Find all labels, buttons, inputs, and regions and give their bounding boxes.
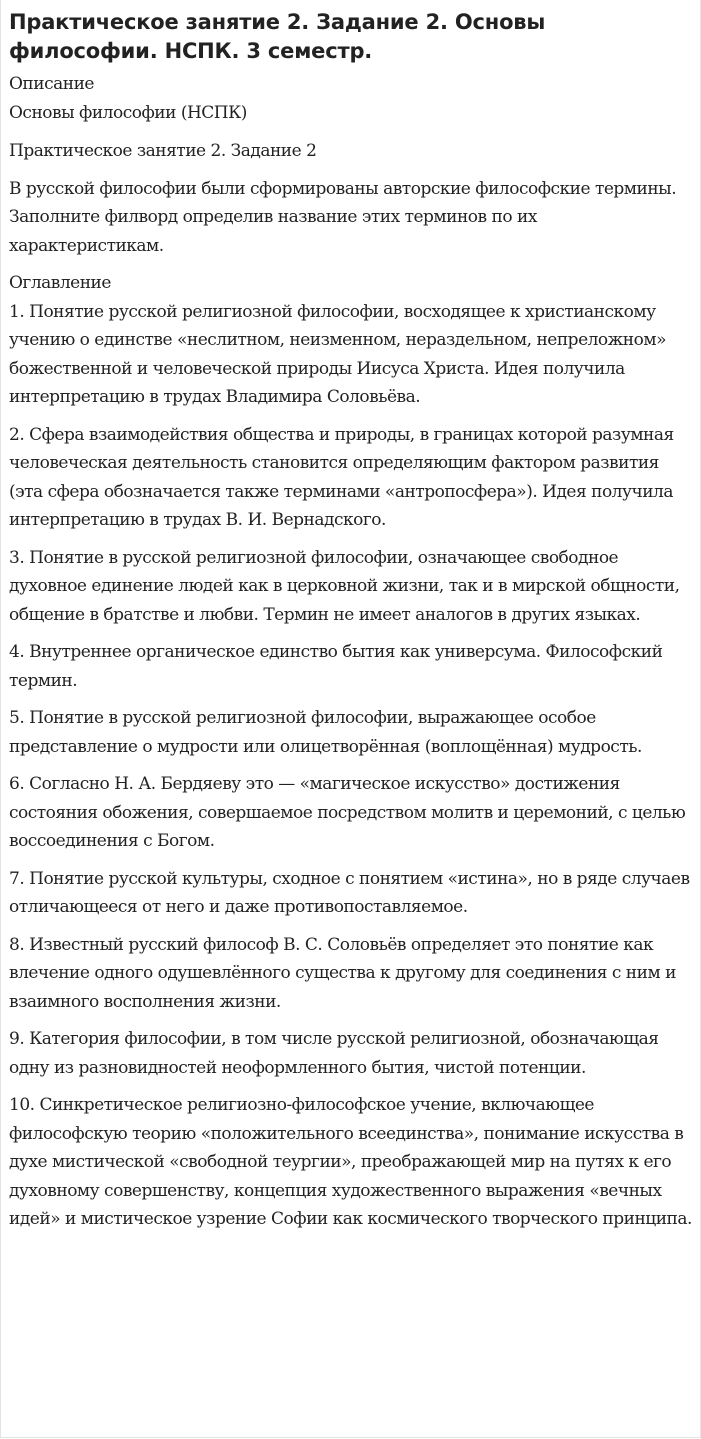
task-item-8: 8. Известный русский философ В. С. Соловьёв определяет это понятие как влечение одного одушевлённого существа к другому для соединения с ним и взаимного восполнения жизни. — [9, 934, 676, 1012]
task-item-3: 3. Понятие в русской религиозной философии, означающее свободное духовное единение людей как в церковной жизни, так и в мирской общности, общение в братстве и любви. Термин не имеет аналогов в других языках. — [9, 547, 680, 625]
toc-label: Оглавление — [9, 273, 111, 293]
task-item-6: 6. Согласно Н. А. Бердяеву это — «магическое искусство» достижения состояния обожения, совершаемое посредством молитв и церемоний, с целью воссоединения с Богом. — [9, 774, 686, 851]
task-item-10: 10. Синкретическое религиозно-философское учение, включающее философскую теорию «положительного всеединства», понимание искусства в духе мистической «свободной теургии», преображающей мир на путях к его духовному совершенству, концепция художественного выражения «вечных идей» и мистическое узрение Софии как космического творческого принципа. — [9, 1095, 692, 1229]
intro-paragraph: В русской философии были сформированы авторские философские термины. Заполните филворд определив название этих терминов по их характеристикам. — [9, 178, 677, 256]
task-list — [9, 298, 692, 1234]
task-item-5: 5. Понятие в русской религиозной философии, выражающее особое представление о мудрости или олицетворённая (воплощённая) мудрость. — [9, 708, 642, 757]
assignment-name: Практическое занятие 2. Задание 2 — [9, 141, 317, 161]
task-item-1: 1. Понятие русской религиозной философии, восходящее к христианскому учению о единстве «неслитном, неизменном, нераздельном, непреложном» божественной и человеческой природы Иисуса Христа. Идея получила интерпретацию в трудах Владимира Соловьёва. — [9, 301, 666, 407]
subject-name: Основы философии (НСПК) — [9, 102, 247, 123]
task-item-7: 7. Понятие русской культуры, сходное с понятием «истина», но в ряде случаев отличающееся от него и даже противопоставляемое. — [9, 868, 690, 917]
task-item-2: 2. Сфера взаимодействия общества и природы, в границах которой разумная человеческая деятельность становится определяющим фактором развития (эта сфера обозначается также терминами «антропосфера»). Идея получила интерпретацию в трудах В. И. Вернадского. — [9, 424, 674, 530]
page-title: Практическое занятие 2. Задание 2. Основы философии. НСПК. 3 семестр. — [9, 10, 546, 63]
task-item-4: 4. Внутреннее органическое единство бытия как универсума. Философский термин. — [9, 642, 663, 691]
task-item-9: 9. Категория философии, в том числе русской религиозной, обозначающая одну из разновидностей неоформленного бытия, чистой потенции. — [9, 1029, 659, 1078]
description-label: Описание — [9, 74, 94, 94]
